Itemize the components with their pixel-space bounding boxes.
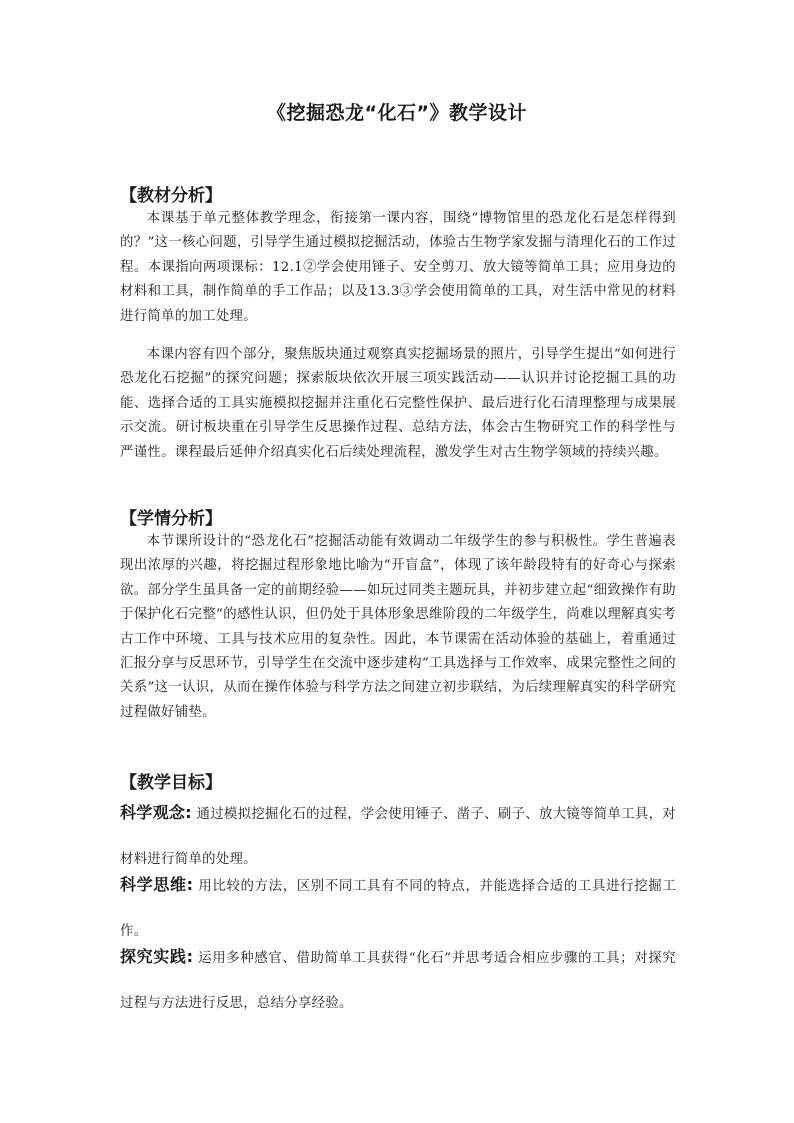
goal-text: 通过模拟挖掘化石的过程，学会使用锤子、凿子、刷子、放大镜等简单工具，对材料进行简单的处理。	[120, 807, 676, 867]
paragraph: 本课内容有四个部分，聚焦版块通过观察真实挖掘场景的照片，引导学生提出“如何进行恐龙化石挖掘”的探究问题；探索版块依次开展三项实践活动——认识并讨论挖掘工具的功能、选择合适的工具实施模拟挖掘并注重化石完整性保护、最后进行化石清理整理与成果展示交流。研讨板块重在引导学生反思操作过程、总结方法，体会古生物研究工作的科学性与严谨性。课程最后延伸介绍真实化石后续处理流程，激发学生对古生物学领域的持续兴趣。	[120, 347, 676, 460]
paragraph: 本课基于单元整体教学理念，衔接第一课内容，围绕“博物馆里的恐龙化石是怎样得到的？”这一核心问题，引导学生通过模拟挖掘活动，体验古生物学家发掘与清理化石的工作过程。本课指向两项课标：12.1②学会使用锤子、安全剪刀、放大镜等简单工具；应用身边的材料和工具，制作简单的手工作品；以及13.3③学会使用简单的工具，对生活中常见的材料进行简单的加工处理。	[120, 211, 676, 324]
goal-label: 科学思维:	[120, 875, 194, 894]
goal-label: 探究实践:	[120, 947, 194, 966]
goal-item-inquiry-practice	[120, 934, 676, 1026]
section-heading-textbook-analysis: 【教材分析】	[120, 186, 222, 206]
goal-text: 运用多种感官、借助简单工具获得“化石”并思考适合相应步骤的工具；对探究过程与方法进行反思，总结分享经验。	[120, 951, 676, 1011]
goal-text: 用比较的方法，区别不同工具有不同的特点，并能选择合适的工具进行挖掘工作。	[120, 879, 677, 939]
paragraph: 本节课所设计的“恐龙化石”挖掘活动能有效调动二年级学生的参与积极性。学生普遍表现出浓厚的兴趣，将挖掘过程形象地比喻为“开盲盒”，体现了该年龄段特有的好奇心与探索欲。部分学生虽具备一定的前期经验——如玩过同类主题玩具，并初步建立起“细致操作有助于保护化石完整”的感性认识，但仍处于具体形象思维阶段的二年级学生，尚难以理解真实考古工作中环境、工具与技术应用的复杂性。因此，本节课需在活动体验的基础上，着重通过汇报分享与反思环节，引导学生在交流中逐步建构“工具选择与工作效率、成果完整性之间的关系”这一认识，从而在操作体验与科学方法之间建立初步联结，为后续理解真实的科学研究过程做好铺垫。	[120, 534, 676, 720]
section-heading-teaching-goals: 【教学目标】	[120, 773, 222, 793]
section-heading-learner-analysis: 【学情分析】	[120, 509, 222, 529]
document-title: 《挖掘恐龙“化石”》教学设计	[267, 102, 527, 124]
goal-label: 科学观念:	[120, 803, 192, 822]
